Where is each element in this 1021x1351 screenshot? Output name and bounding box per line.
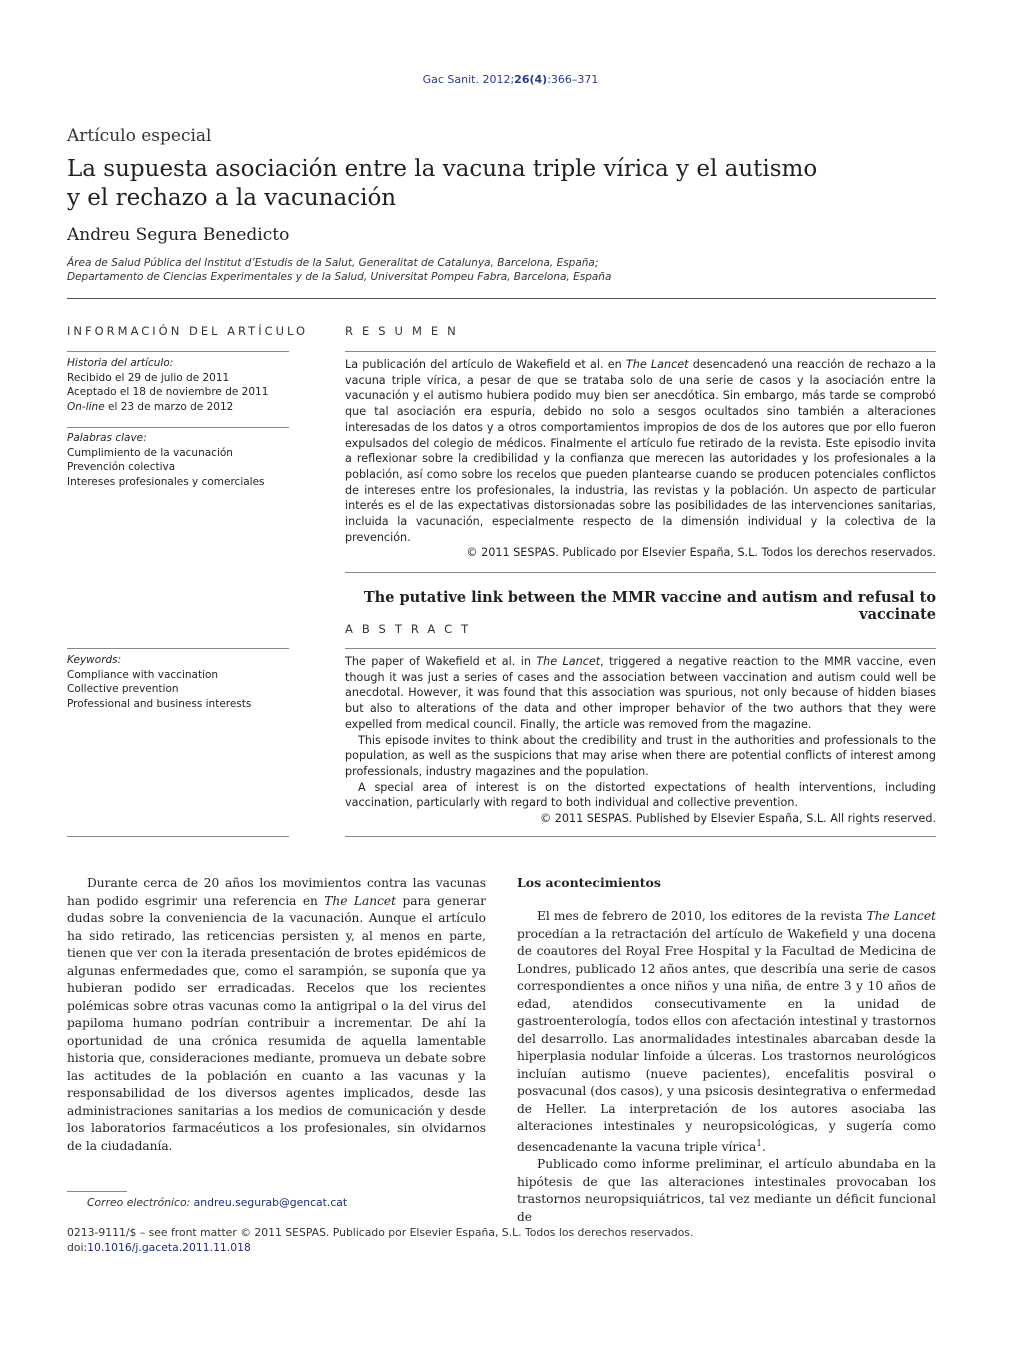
history-label: Historia del artículo:	[67, 357, 174, 369]
email-label: Correo electrónico:	[87, 1196, 191, 1209]
body-p1-text-b: procedían a la retractación del artículo de Wakefield y una docena de coautores del Royal Free Hospital y la Facultad de Medicina de Londres, publicado 12 años antes, que describía una serie de casos correspondientes a once niños y una niña, de entre 3 y 10 años de edad, atendidos consecutivamente en la unidad de gastroenterología, todos ellos con afectación intestinal y trastornos del desarrollo. Las anormalidades intestinales abarcaban desde la hiperplasia nodular linfoide a úlceras. Los trastornos neurológicos incluían autismo (nueve pacientes), encefalitis posviral o posvacunal (dos casos), y una psicosis desintegrativa o enfermedad de Heller. La interpretación de los autores asociaba las alteraciones intestinales y neuropsicológicas, y sugería como desencadenante la vacuna triple vírica	[517, 926, 936, 1154]
keywords-es	[67, 431, 292, 489]
resumen-heading: RESUMEN	[345, 324, 465, 338]
body-left-column	[67, 875, 486, 1155]
online-date	[67, 400, 292, 415]
resumen-divider-bottom	[345, 572, 936, 573]
keyword-en-item: Compliance with vaccination	[67, 668, 219, 681]
intro-paragraph	[67, 875, 486, 1155]
info-divider-bottom	[67, 836, 289, 837]
abstract-heading: ABSTRACT	[345, 622, 478, 636]
abstract-paragraph-2: This episode invites to think about the credibility and trust in the authorities and professionals to the population, as well as the suspicions that may arise when there are potential conflicts of interest among professionals, industry magazines and the population.	[345, 733, 936, 778]
online-label: On-line	[67, 400, 105, 413]
journal-name: The Lancet	[536, 655, 601, 668]
abstract-divider-bottom	[345, 836, 936, 837]
journal-name: The Lancet	[324, 893, 397, 908]
body-paragraph-2: Publicado como informe preliminar, el artículo abundaba en la hipótesis de que las alteraciones intestinales provocaban los trastornos neuropsiquiátricos, tal vez mediante un déficit funcional de	[517, 1157, 936, 1224]
header-divider	[67, 298, 936, 299]
abstract-paragraph-3: A special area of interest is on the distorted expectations of health interventions, including vaccination, particularly with regard to both individual and collective prevention.	[345, 780, 936, 810]
keyword-es-item: Cumplimiento de la vacunación	[67, 446, 233, 459]
affiliation-1: Área de Salud Pública del Institut d’Estudis de la Salut, Generalitat de Catalunya, Barcelona, España;	[67, 257, 599, 269]
email-link[interactable]: andreu.segurab@gencat.cat	[193, 1196, 348, 1209]
body-p1-text-a: El mes de febrero de 2010, los editores de la revista	[537, 909, 867, 923]
keywords-en-label: Keywords:	[67, 654, 122, 666]
info-divider-3	[67, 648, 289, 649]
accepted-date: Aceptado el 18 de noviembre de 2011	[67, 386, 269, 398]
keyword-en-item: Professional and business interests	[67, 697, 252, 710]
resumen-text-b: desencadenó una reacción de rechazo a la vacuna triple vírica, a pesar de que se trataba solo de una serie de casos y la asociación entre la vacunación y el autismo hubiera podido muy bien ser anecdótica. Sin embargo, más tarde se comprobó que tal asociación era espuria, debido no solo a sesgos ocultados sino también a alteraciones interesadas de los datos y a otros comportamientos impropios de dos de los autores que por ello fueron expulsados del colegio de médicos. Finalmente el artículo fue retirado de la revista. Este episodio invita a reflexionar sobre la credibilidad y la confianza que merecen las autoridades y los profesionales a la población, así como sobre los recelos que pueden plantearse cuando se producen potenciales conflictos de intereses entre los profesionales, la industria, las revistas y la población. Un aspecto de particular interés es el de las expectativas distorsionadas sobre las posibilidades de las intervenciones sanitarias, incluida la vacunación, especialmente respecto de la dimensión individual y la colectiva de la prevención.	[345, 358, 937, 544]
resumen-divider	[345, 351, 936, 352]
abstract-text-a: The paper of Wakefield et al. in	[345, 655, 537, 668]
reference-link[interactable]: 1	[756, 1138, 762, 1149]
abstract-paragraph-1	[345, 654, 936, 733]
resumen-text-a: La publicación del artículo de Wakefield et al. en	[345, 358, 626, 371]
body-right-column	[517, 908, 936, 1226]
body-paragraph-1	[517, 908, 936, 1156]
article-title-line1: La supuesta asociación entre la vacuna triple vírica y el autismo	[67, 156, 818, 182]
journal-name: The Lancet	[866, 909, 936, 923]
online-rest: el 23 de marzo de 2012	[104, 400, 234, 413]
intro-text-a: Durante cerca de 20 años los movimientos contra las vacunas han podido esgrimir una referencia en	[67, 876, 486, 908]
abstract-body	[345, 654, 936, 827]
keywords-es-label: Palabras clave:	[67, 432, 147, 444]
keywords-en	[67, 653, 292, 711]
footnote-divider	[67, 1191, 127, 1192]
keyword-es-item: Intereses profesionales y comerciales	[67, 475, 265, 488]
article-info-heading: INFORMACIÓN DEL ARTÍCULO	[67, 324, 309, 338]
info-divider-2	[67, 427, 289, 428]
resumen-copyright: © 2011 SESPAS. Publicado por Elsevier España, S.L. Todos los derechos reservados.	[466, 546, 936, 560]
doi-link[interactable]: 10.1016/j.gaceta.2011.11.018	[87, 1241, 251, 1254]
article-title-line2: y el rechazo a la vacunación	[67, 185, 397, 211]
front-matter: 0213-9111/$ – see front matter © 2011 SESPAS. Publicado por Elsevier España, S.L. Todos los derechos reservados.	[67, 1226, 694, 1239]
received-date: Recibido el 29 de julio de 2011	[67, 371, 230, 384]
abstract-divider	[345, 648, 936, 649]
abstract-text-b: , triggered a negative reaction to the MMR vaccine, even though it was just a series of cases and the association between vaccination and autism could well be anecdotal. However, it was found that this association was spurious, not only because of hidden biases but also to alterations of the data and other improper behavior of the two authors that they were expelled from medical council. Finally, the article was removed from the magazine.	[345, 655, 936, 731]
journal-citation	[0, 73, 1021, 86]
resumen-body	[345, 357, 936, 561]
abstract-copyright: © 2011 SESPAS. Published by Elsevier España, S.L. All rights reserved.	[539, 812, 936, 826]
info-divider-1	[67, 351, 289, 352]
affiliation-2: Departamento de Ciencias Experimentales y de la Salud, Universitat Pompeu Fabra, Barcelona, España	[67, 271, 612, 283]
article-title	[67, 155, 827, 213]
keyword-en-item: Collective prevention	[67, 683, 179, 695]
doi-line	[67, 1241, 251, 1254]
journal-name: The Lancet	[625, 358, 689, 371]
journal-prefix: Gac Sanit. 2012;	[422, 73, 515, 86]
journal-volume-issue: 26(4)	[514, 73, 548, 86]
doi-label: doi:	[67, 1241, 88, 1254]
journal-pages: :366–371	[547, 73, 599, 86]
article-history	[67, 356, 292, 414]
intro-text-b: para generar dudas sobre la conveniencia de la vacunación. Aunque el artículo ha sido retirado, las reticencias persisten y, al menos en parte, tienen que ver con la iterada presentación de brotes epidémicos de algunas enfermedades que, como el sarampión, se suponía que ya hubieran podido ser erradicadas. Recelos que los recientes polémicas sobre otras vacunas como la antigripal o la del virus del papiloma humano podrían contribuir a incrementar. De ahí la oportunidad de una crónica resumida de aquella lamentable historia que, consideraciones mediante, promueva un debate sobre las actitudes de la población en cuanto a las vacunas y la responsabilidad de los diversos agentes implicados, desde las administraciones sanitarias a los medios de comunicación y desde los laboratorios farmacéuticos a los profesionales, sin olvidarnos de la ciudadanía.	[67, 893, 487, 1153]
english-title: The putative link between the MMR vaccine and autism and refusal to vaccinate	[363, 589, 936, 623]
section-title: Los acontecimientos	[517, 875, 661, 890]
article-type: Artículo especial	[67, 126, 212, 146]
correspondence-email	[87, 1196, 347, 1209]
resumen-paragraph	[345, 357, 936, 545]
keyword-es-item: Prevención colectiva	[67, 461, 176, 473]
body-p1-end: .	[761, 1139, 766, 1154]
author-name: Andreu Segura Benedicto	[67, 225, 290, 245]
